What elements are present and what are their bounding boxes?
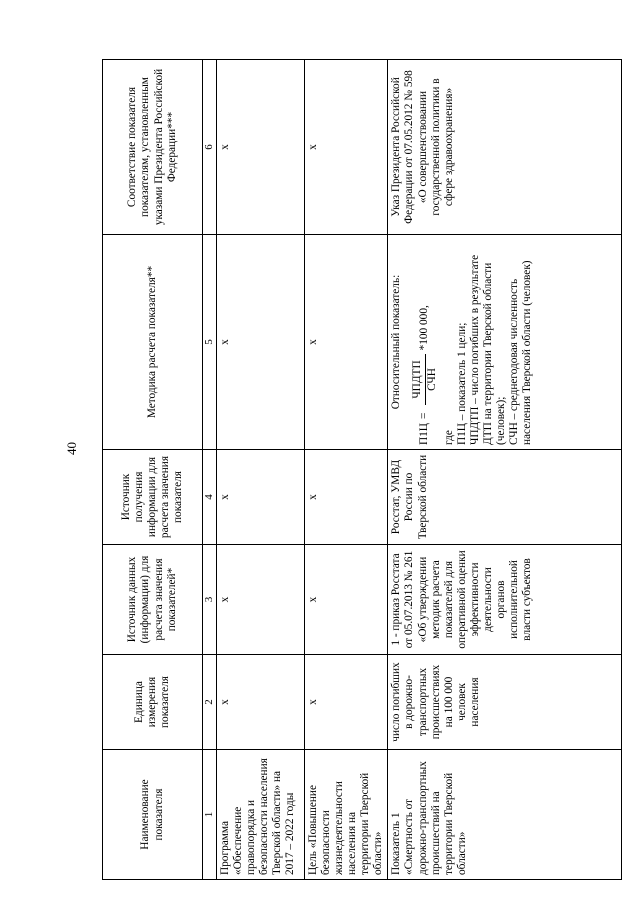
formula-definition: СЧН – среднегодовая численность населения Тверской области (человек): [508, 260, 534, 445]
header-unit: Единица измерения показателя: [103, 655, 203, 750]
indicator-method: [388, 235, 622, 450]
table-row: [388, 60, 622, 880]
column-number-row: [203, 60, 217, 880]
column-number: 5: [203, 235, 217, 450]
indicator-table-wrapper: [102, 60, 622, 880]
header-source-data: Источник данных (информации) для расчета значения показателей*: [103, 545, 203, 655]
indicator-source-data: 1 - приказ Росстата от 05.07.2013 № 261 «Об утверждении методик расчета показателей для оперативной оценки эффективности деятельности органов исполнительной власти субъектов: [388, 545, 622, 655]
indicator-compliance: Указ Президента Российской Федерации от 07.05.2012 № 598 «О совершенствовании государственной политики в сфере здравоохранения»: [388, 60, 622, 235]
formula-multiplier: *100 000,: [418, 305, 431, 351]
indicator-source-info: Росстат, УМВД России по Тверской области: [388, 450, 622, 545]
formula-definition: ЧПДТП – число погибших в результате ДТП на территории Тверской области (человек);: [468, 254, 507, 445]
program-source-info: х: [216, 450, 304, 545]
formula-lhs: П1Ц: [418, 423, 431, 445]
header-method: Методика расчета показателя**: [103, 235, 203, 450]
column-number: 6: [203, 60, 217, 235]
indicator-name: Показатель 1 «Смертность от дорожно-транспортных происшествий на территории Тверской области»: [388, 750, 622, 880]
program-source-data: х: [216, 545, 304, 655]
method-title: Относительный показатель:: [390, 274, 403, 410]
header-row: [103, 60, 203, 880]
program-compliance: х: [216, 60, 304, 235]
formula-definition: П1Ц – показатель 1 цели;: [455, 322, 468, 445]
goal-method: х: [304, 235, 388, 450]
goal-source-data: х: [304, 545, 388, 655]
page-number: 40: [64, 442, 79, 455]
table-row: [304, 60, 388, 880]
header-name: Наименование показателя: [103, 750, 203, 880]
goal-name: Цель «Повышение безопасности жизнедеятельности населения на территории Тверской области»: [304, 750, 388, 880]
goal-compliance: х: [304, 60, 388, 235]
indicator-table: [102, 59, 622, 880]
program-unit: х: [216, 655, 304, 750]
column-number: 3: [203, 545, 217, 655]
header-compliance: Соответствие показателя показателям, установленным указами Президента Российской Федерации***: [103, 60, 203, 235]
goal-source-info: х: [304, 450, 388, 545]
formula-denominator: СЧН: [425, 368, 438, 391]
column-number: 1: [203, 750, 217, 880]
program-method: х: [216, 235, 304, 450]
formula-equals: =: [418, 412, 431, 420]
formula-fraction: [411, 354, 438, 404]
column-number: 4: [203, 450, 217, 545]
column-number: 2: [203, 655, 217, 750]
table-row: [216, 60, 304, 880]
formula-numerator: ЧПДТП: [411, 354, 425, 404]
indicator-unit: число погибших в дорожно-транспортных происшествиях на 100 000 человек населения: [388, 655, 622, 750]
header-source-info: Источник получения информации для расчета значения показателя: [103, 450, 203, 545]
program-name: Программа «Обеспечение правопорядка и безопасности населения Тверской области» на 2017 – 2022 годы: [216, 750, 304, 880]
goal-unit: х: [304, 655, 388, 750]
formula-where: где: [442, 430, 455, 445]
formula: [411, 239, 438, 445]
